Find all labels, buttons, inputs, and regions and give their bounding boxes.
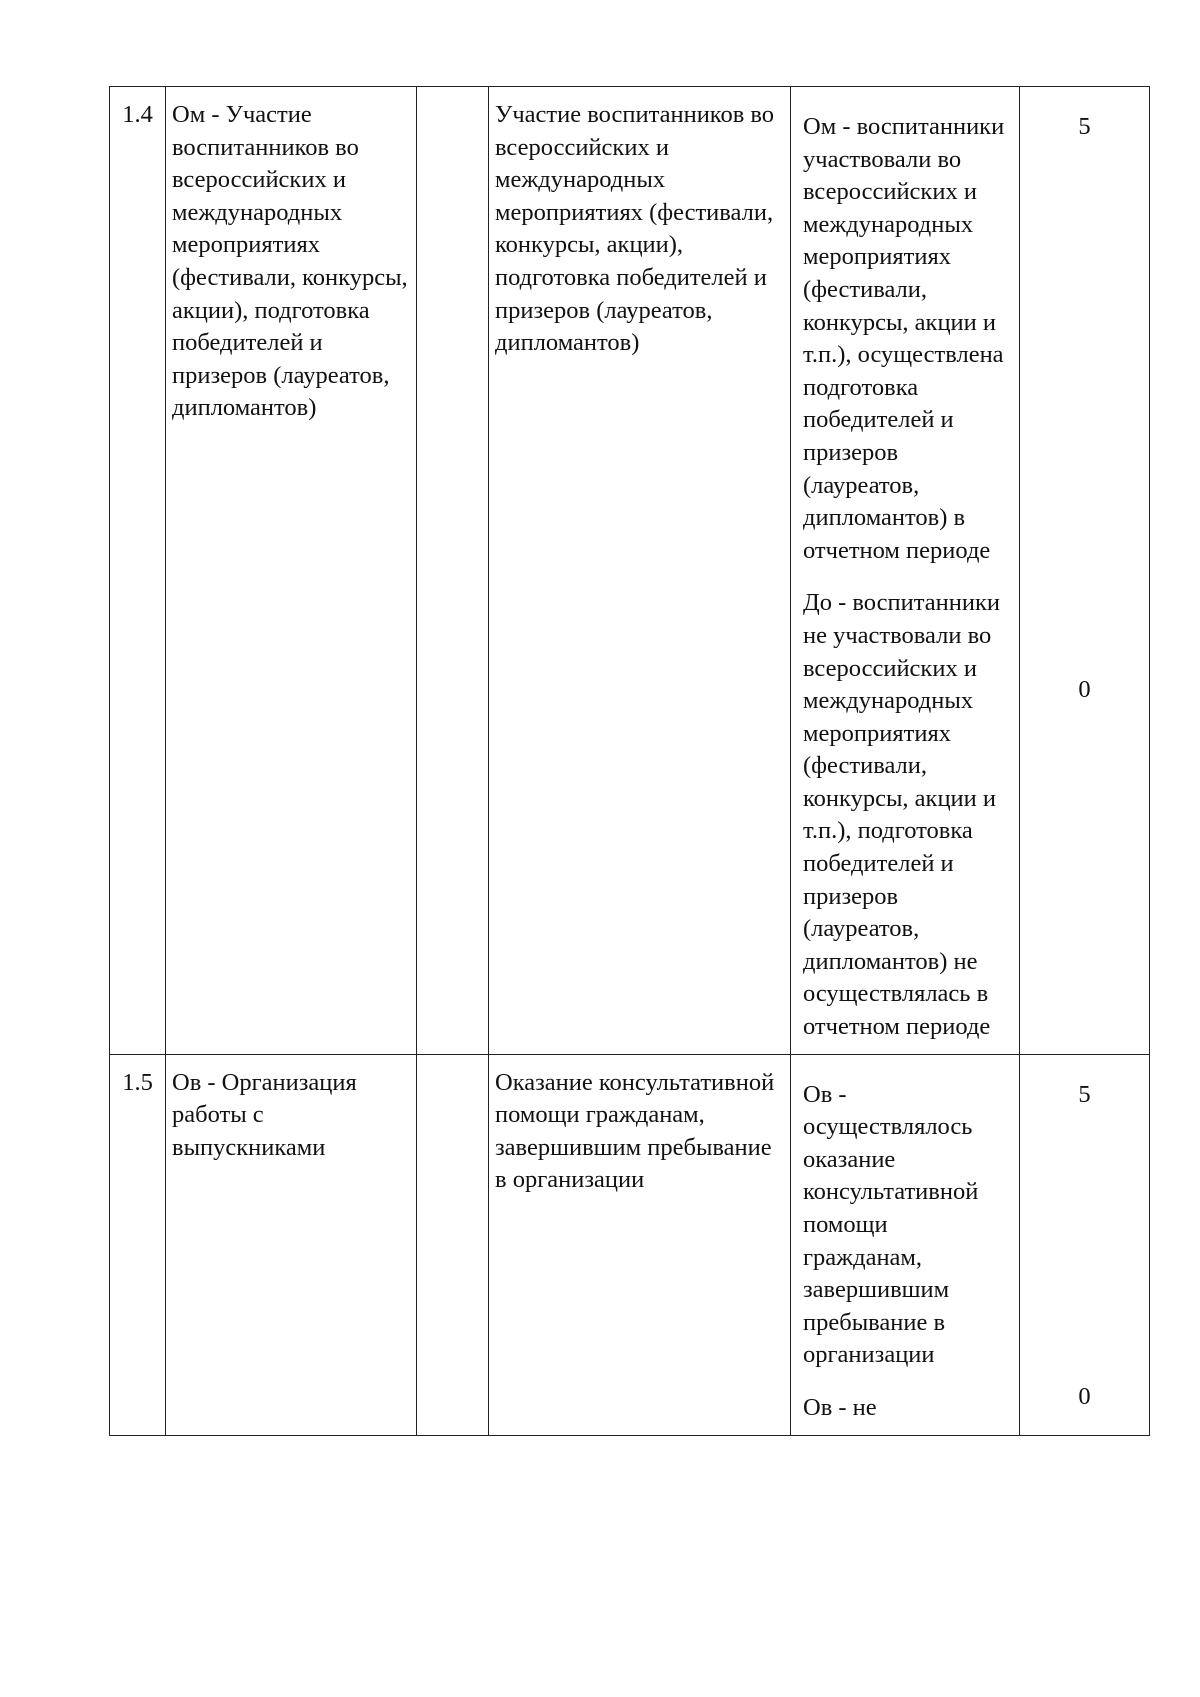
criterion-text: Ов - не: [803, 1393, 877, 1421]
description-cell: Оказание консультативной помощи гражданам, завершившим пребывание в организации: [489, 1054, 791, 1435]
table-row-1-5: [110, 1054, 1150, 1435]
criteria-table: [109, 86, 1150, 1436]
score-value: 0: [1078, 1382, 1091, 1410]
empty-cell: [417, 87, 489, 1055]
criteria-cell: [791, 87, 1020, 1055]
score-value: 5: [1078, 1080, 1091, 1108]
score-value: 5: [1078, 113, 1091, 140]
indicator-cell: Ов - Организация работы с выпускниками: [166, 1054, 417, 1435]
row-number: 1.4: [110, 87, 166, 1055]
criteria-cell: [791, 1054, 1020, 1435]
score-cell: [1020, 87, 1150, 1055]
table-row-1-4: [110, 87, 1150, 1055]
empty-cell: [417, 1054, 489, 1435]
criterion-text: Ом - воспитанники участвовали во всероссийских и международных мероприятиях (фестивали, конкурсы, акции и т.п.), осуществлена подготовка победителей и призеров (лауреатов, дипломантов) в отчетном периоде: [803, 113, 1005, 564]
row-number: 1.5: [110, 1054, 166, 1435]
criterion-text: До - воспитанники не участвовали во всероссийских и международных мероприятиях (фестивали, конкурсы, акции и т.п.), подготовка победителей и призеров (лауреатов, дипломантов) не осуществлялась в отчетном периоде: [803, 589, 1000, 1041]
score-value: 0: [1078, 676, 1091, 703]
indicator-cell: Ом - Участие воспитанников во всероссийских и международных мероприятиях (фестивали, конкурсы, акции), подготовка победителей и призеров (лауреатов, дипломантов): [166, 87, 417, 1055]
criterion-text: Ов - осуществлялось оказание консультативной помощи гражданам, завершившим пребывание в организации: [803, 1080, 979, 1369]
score-cell: [1020, 1054, 1150, 1435]
description-cell: Участие воспитанников во всероссийских и международных мероприятиях (фестивали, конкурсы, акции), подготовка победителей и призеров (лауреатов, дипломантов): [489, 87, 791, 1055]
